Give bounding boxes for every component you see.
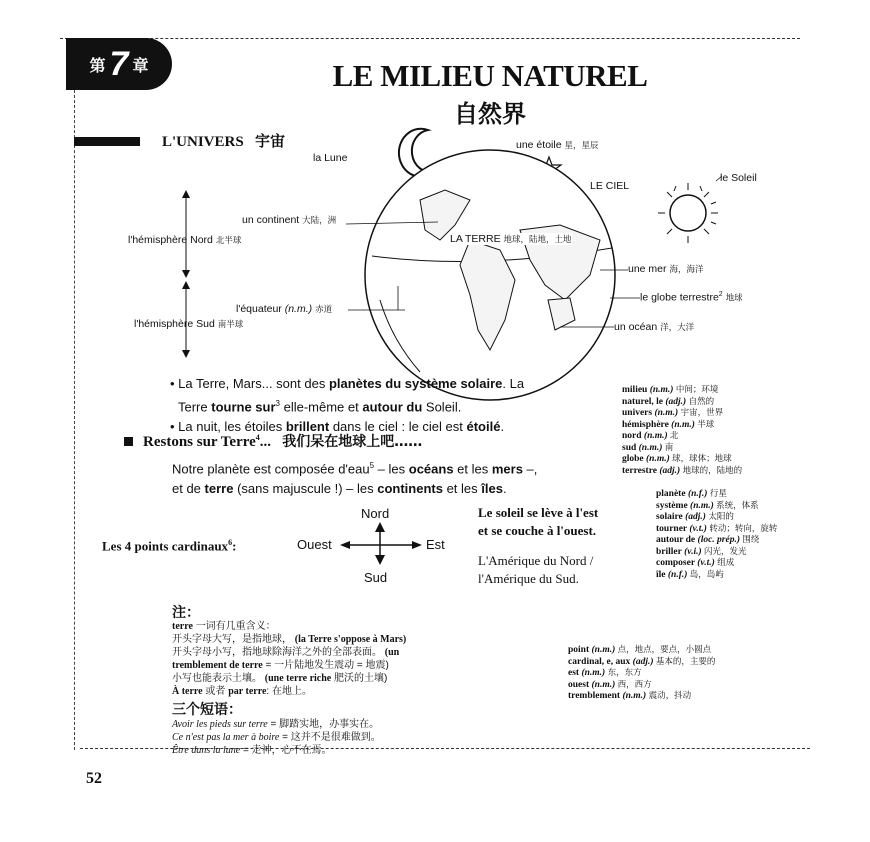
restons-heading: Restons sur Terre$^4$... 我们呆在地球上吧…… [124,431,422,451]
chapter-number: 7 [109,44,129,83]
vocab-entry: cardinal, e, aux (adj.) 基本的，主要的 [568,655,716,667]
notes-block: 注： terre 一词有几重含义： 开头字母大写，是指地球， (la Terre s'oppose à Mars) 开头字母小写，指地球除海洋之外的全部表面。 (un tremblement de terre = 一片陆地发生震动 = 地震) 小写也能表示土壤。 (une terre riche 肥沃的土壤) À terre 或者 par terre: 在地上。 三个短语： Avoir les pieds sur terre = 脚踏实地，办事实在。 Ce n'est pas la mer à boire = 这并不是很难做到。 Être dans la lune = 走神，心不在焉。 [172,604,552,757]
chapter-suffix: 章 [132,57,149,75]
vocab-entry: tourner (v.t.) 转动；转向，旋转 [656,522,778,534]
label-ciel: LE CIEL [590,180,630,192]
label-ocean: un océan 洋，大洋 [614,321,695,333]
vocab-entry: nord (n.m.) 北 [622,430,679,441]
label-etoile: une étoile 星，星辰 [516,139,599,151]
label-equateur: l'équateur (n.m.) 赤道 [236,303,333,315]
vocab-entry: composer (v.t.) 组成 [656,557,735,568]
label-continent: un continent 大陆，洲 [242,214,337,226]
bullet-list [170,374,620,437]
notes-heading: 注： [172,604,200,620]
label-globe: le globe terrestre$^2$ 地球 [640,291,743,304]
vocab-entry: milieu (n.m.) 中间；环境 [622,384,719,395]
vocab-entry: planète (n.f.) 行星 [656,488,727,499]
vocab-entry: île (n.f.) 岛，岛屿 [656,568,724,580]
hemisphere-arrows [182,190,190,358]
vocab-entry: globe (n.m.) 球，球体；地球 [622,453,732,464]
label-hemisphere-sud: l'hémisphère Sud 南半球 [134,318,244,330]
vocab-entry: point (n.m.) 点，地点，要点，小圆点 [568,644,712,655]
vocab-entry: ouest (n.m.) 西，西方 [568,678,652,690]
compass-sud: Sud [364,570,388,585]
page-title: LE MILIEU NATUREL [332,58,648,93]
compass-icon [340,522,422,565]
page-number: 52 [86,770,102,787]
vocab-entry: terrestre (adj.) 地球的，陆地的 [622,464,743,476]
compass-est: Est [426,537,445,552]
label-terre: LA TERRE 地球，陆地，土地 [450,233,572,245]
bullet-item: Terre tourne sur$^3$ elle-même et autour du Soleil. [178,399,462,415]
univers-heading: L'UNIVERS [162,134,244,150]
label-mer: une mer 海，海洋 [628,263,704,275]
vocab-entry: hémisphère (n.m.) 半球 [622,418,715,430]
compass-label: Les 4 points cardinaux$^6$: [102,538,237,554]
label-lune: la Lune [313,152,348,164]
vocab-entry: briller (v.i.) 闪光，发光 [656,545,747,557]
univers-heading-cn: 宇宙 [254,134,285,150]
vocab-list-3 [568,644,808,702]
chapter-prefix: 第 [89,57,106,75]
vocab-list-2 [656,488,806,580]
compass-ouest: Ouest [297,537,332,552]
page-subtitle: 自然界 [454,101,526,128]
globe-icon [365,150,615,400]
vocab-entry: naturel, le (adj.) 自然的 [622,395,715,407]
vocab-entry: univers (n.m.) 宇宙，世界 [622,407,724,418]
vocab-entry: autour de (loc. prép.) 围绕 [656,534,760,545]
compass-nord: Nord [361,506,390,521]
soleil-text: Le soleil se lève à l'est et se couche à l'ouest. [478,505,599,538]
restons-paragraph: Notre planète est composée d'eau$^5$ – les océans et les mers –, et de terre (sans majuscule !) – les continents et les îles. [172,461,538,497]
vocab-entry: système (n.m.) 系统，体系 [656,499,759,511]
phrases-heading: 三个短语： [172,701,242,717]
bullet-item: • La Terre, Mars... sont des planètes du système solaire. La [170,376,525,391]
vocab-entry: solaire (adj.) 太阳的 [656,511,734,522]
bullet-item: • La nuit, les étoiles brillent dans le ciel : le ciel est étoilé. [170,419,505,435]
label-soleil: le Soleil [720,172,757,184]
amerique-text: L'Amérique du Nord / l'Amérique du Sud. [478,553,594,586]
vocab-list-1 [622,384,832,476]
vocab-entry: est (n.m.) 东，东方 [568,667,642,678]
label-hemisphere-nord: l'hémisphère Nord 北半球 [128,234,242,246]
sun-icon [658,183,718,243]
vocab-entry: sud (n.m.) 南 [622,441,674,453]
vocab-entry: tremblement (n.m.) 震动，抖动 [568,690,692,701]
section-square [124,437,133,446]
